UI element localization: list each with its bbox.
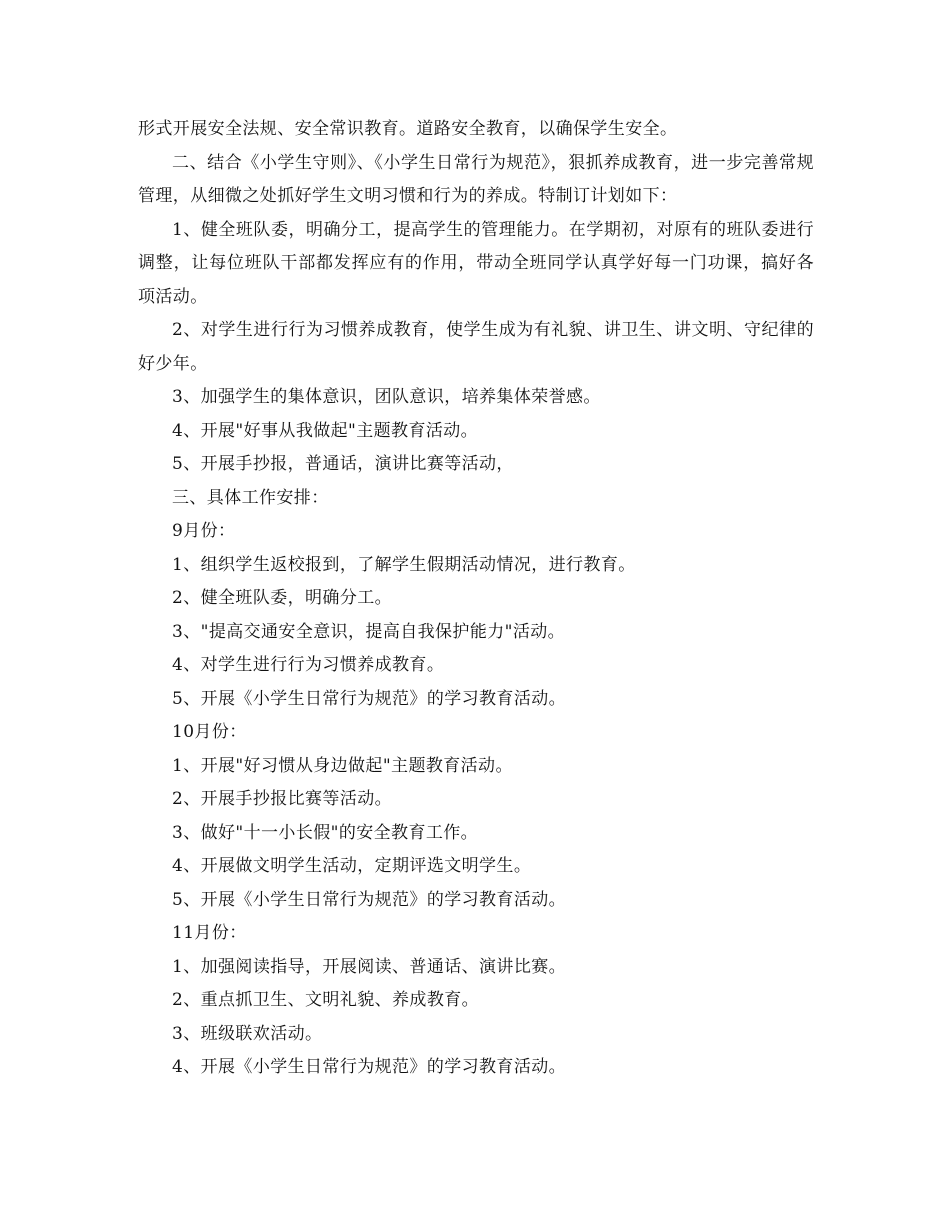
list-item: 3、班级联欢活动。 — [172, 1023, 323, 1044]
list-item: 1、加强阅读指导，开展阅读、普通话、演讲比赛。 — [172, 956, 567, 977]
list-item: 5、开展《小学生日常行为规范》的学习教育活动。 — [172, 889, 567, 910]
document-body — [138, 113, 814, 1085]
list-item: 5、开展《小学生日常行为规范》的学习教育活动。 — [172, 688, 567, 709]
list-item: 2、重点抓卫生、文明礼貌、养成教育。 — [172, 990, 480, 1010]
list-item: 1、组织学生返校报到，了解学生假期活动情况，进行教育。 — [172, 554, 636, 575]
list-item: 4、开展《小学生日常行为规范》的学习教育活动。 — [172, 1057, 567, 1077]
list-item: 5、开展手抄报，普通话，演讲比赛等活动， — [172, 454, 514, 474]
list-item: 2、对学生进行行为习惯养成教育，使学生成为有礼貌、讲卫生、讲文明、守纪律的好少年。 — [138, 320, 814, 374]
section-three-heading: 三、具体工作安排： — [172, 487, 329, 508]
section-two-intro: 二、结合《小学生守则》、《小学生日常行为规范》，狠抓养成教育，进一步完善常规管理，从细微之处抓好学生文明习惯和行为的养成。特制订计划如下： — [138, 152, 814, 206]
list-item: 4、开展做文明学生活动，定期评选文明学生。 — [172, 856, 532, 876]
paragraph: 形式开展安全法规、安全常识教育。道路安全教育，以确保学生安全。 — [138, 119, 678, 139]
month-heading-november: 11月份： — [172, 923, 247, 943]
list-item: 4、对学生进行行为习惯养成教育。 — [172, 655, 445, 675]
list-item: 1、健全班队委，明确分工，提高学生的管理能力。在学期初，对原有的班队委进行调整，让每位班队干部都发挥应有的作用，带动全班同学认真学好每一门功课，搞好各项活动。 — [138, 219, 814, 307]
list-item: 1、开展"好习惯从身边做起"主题教育活动。 — [172, 755, 513, 776]
list-item: 3、加强学生的集体意识，团队意识，培养集体荣誉感。 — [172, 387, 601, 407]
list-item: 3、做好"十一小长假"的安全教育工作。 — [172, 822, 479, 843]
list-item: 2、健全班队委，明确分工。 — [172, 588, 393, 608]
list-item: 4、开展"好事从我做起"主题教育活动。 — [172, 420, 479, 441]
list-item: 2、开展手抄报比赛等活动。 — [172, 789, 393, 809]
list-item: 3、"提高交通安全意识，提高自我保护能力"活动。 — [172, 621, 566, 642]
month-heading-september: 9月份： — [172, 521, 236, 541]
month-heading-october: 10月份： — [172, 722, 247, 742]
